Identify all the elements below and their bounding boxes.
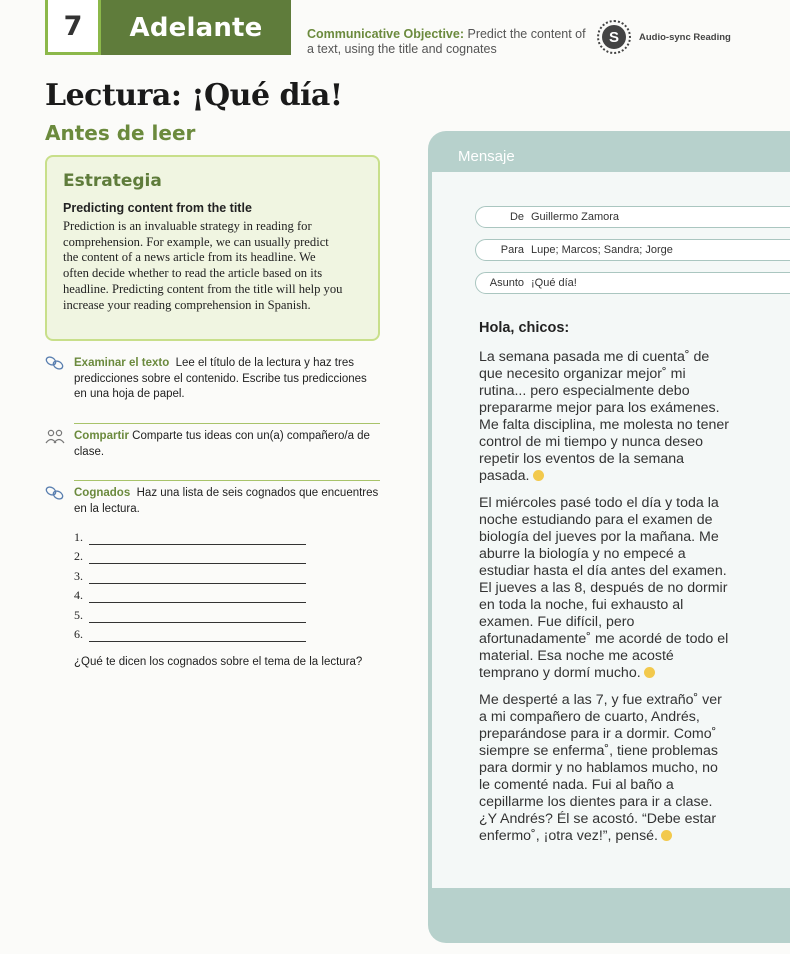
chapter-number: 7: [63, 10, 83, 42]
chapter-title-banner: [101, 0, 291, 55]
objective-text: Predict the content of a text, using the title and cognates: [307, 27, 586, 56]
field-value: Guillermo Zamora: [531, 211, 620, 223]
strategy-box: [45, 155, 380, 341]
link-icon: [45, 356, 67, 372]
cognates-blank-list: [74, 525, 306, 642]
answer-line[interactable]: [89, 591, 306, 603]
blank-row: 3.: [74, 564, 306, 584]
page-title: Lectura: ¡Qué día!: [45, 78, 343, 113]
link-icon: [45, 486, 67, 502]
email-field-subject: [475, 272, 790, 294]
field-value: ¡Qué día!: [531, 277, 577, 289]
blank-row: 2.: [74, 545, 306, 565]
divider: [74, 480, 380, 481]
communicative-objective: [307, 27, 587, 57]
letter-paragraph: El miércoles pasé todo el día y toda la noche estudiando para el examen de biología del jueves por la mañana. Me aburre la biología y no empecé a estudiar hasta el día antes del examen. El jueves a las 8, después de no dormir en toda la noche, fui exhausto al examen. Fue difícil, pero afortunadamente˚ me acordé de todo el material. Esa noche me acosté temprano y dormí mucho.: [479, 495, 729, 681]
sad-face-icon: [533, 470, 544, 481]
strategy-body: Prediction is an invaluable strategy in reading for comprehension. For example, we can usually predict the content of a news article from its headline. We often decide whether to read the article based on its headline. Predicting content from the title will help you increase your reading comprehension in Spanish.: [63, 219, 343, 312]
email-letter: [479, 320, 729, 855]
strategy-title: Estrategia: [63, 171, 162, 191]
activity-keyword: Examinar el texto: [74, 357, 170, 369]
audio-sync-icon[interactable]: S: [597, 20, 631, 54]
email-greeting: Hola, chicos:: [479, 320, 570, 336]
blank-row: 6.: [74, 623, 306, 643]
objective-label: Communicative Objective:: [307, 27, 464, 41]
blank-row: 1.: [74, 525, 306, 545]
field-label: Para: [500, 244, 524, 256]
activity-compartir: [45, 429, 380, 460]
activity-text: Lee el título de la lectura y haz tres predicciones sobre el contenido. Escribe tus predicciones en una hoja de papel.: [74, 357, 367, 400]
activity-keyword: Compartir: [74, 430, 129, 442]
letter-paragraph: La semana pasada me di cuenta˚ de que necesito organizar mejor˚ mi rutina... pero especialmente debo prepararme mejor para los exámenes. Me falta disciplina, me molesta no tener control de mi tiempo y nunca deseo repetir los eventos de la semana pasada.: [479, 349, 729, 484]
audio-sync-label: Audio-sync Reading: [639, 31, 731, 43]
chapter-title: Adelante: [129, 12, 263, 43]
activity-cognados: [45, 486, 380, 517]
email-field-from: [475, 206, 790, 228]
cognates-question: ¿Qué te dicen los cognados sobre el tema de la lectura?: [74, 656, 363, 668]
blank-row: 5.: [74, 603, 306, 623]
answer-line[interactable]: [89, 552, 306, 564]
audio-sync-reading[interactable]: [597, 20, 731, 54]
sleepy-face-icon: [644, 667, 655, 678]
activity-examinar: [45, 356, 380, 403]
blank-row: 4.: [74, 584, 306, 604]
letter-paragraph: Me desperté a las 7, y fue extraño˚ ver a mi compañero de cuarto, Andrés, preparándose para ir a dormir. Como˚ siempre se enferma˚, tiene problemas para dormir y no hablamos mucho, no le comenté nada. Fui al baño a cepillarme los dientes para ir a clase. ¿Y Andrés? Él se acostó. “Debe estar enfermo˚, ¡otra vez!”, pensé.: [479, 692, 722, 844]
email-field-to: [475, 239, 790, 261]
surprised-face-icon: [661, 830, 672, 841]
activity-text: Haz una lista de seis cognados que encuentres en la lectura.: [74, 487, 379, 515]
answer-line[interactable]: [89, 572, 306, 584]
section-title: Antes de leer: [45, 121, 196, 145]
field-value: Lupe; Marcos; Sandra; Jorge: [531, 244, 673, 256]
answer-line[interactable]: [89, 611, 306, 623]
field-label: De: [509, 211, 524, 223]
pair-icon: [45, 429, 67, 445]
answer-line[interactable]: [89, 533, 306, 545]
answer-line[interactable]: [89, 630, 306, 642]
strategy-subtitle: Predicting content from the title: [63, 201, 252, 215]
field-label: Asunto: [489, 277, 524, 289]
activity-text: Comparte tus ideas con un(a) compañero/a de clase.: [74, 430, 370, 458]
email-header: Mensaje: [458, 148, 515, 165]
chapter-number-badge: [45, 0, 101, 55]
activity-keyword: Cognados: [74, 487, 131, 499]
divider: [74, 423, 380, 424]
